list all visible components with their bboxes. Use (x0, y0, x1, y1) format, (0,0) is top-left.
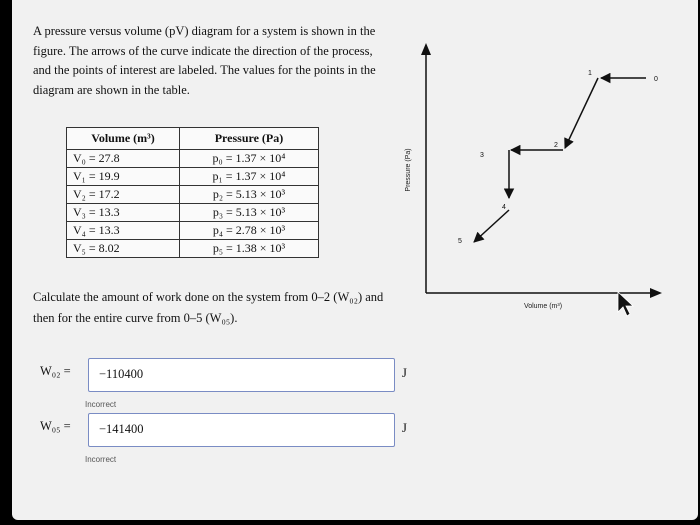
table-row (67, 168, 319, 186)
w02-value: −110400 (99, 367, 144, 381)
volume-header: Volume (m³) (67, 128, 180, 150)
volume-cell: V₅ = 8.02 (67, 240, 180, 258)
pressure-cell: p₄ = 2.78 × 10³ (180, 222, 319, 240)
table-row (67, 186, 319, 204)
point-label-1: 1 (588, 70, 592, 77)
w02-input[interactable] (88, 358, 395, 392)
w02-status: Incorrect (85, 400, 117, 409)
pressure-cell: p₅ = 1.38 × 10³ (180, 240, 319, 258)
table-row (67, 204, 319, 222)
intro-text: A pressure versus volume (pV) diagram for a system is shown in the figure. The arrows of the curve indicate the direction of the process, and the points of interest are labeled. The values for the points in the diagram are shown in the table. (33, 24, 376, 97)
pressure-cell: p₁ = 1.37 × 10⁴ (180, 168, 319, 186)
x-axis-label: Volume (m³) (523, 303, 563, 310)
table-row (67, 222, 319, 240)
values-table (66, 127, 319, 258)
pressure-cell: p₃ = 5.13 × 10³ (180, 204, 319, 222)
point-label-2: 2 (554, 142, 558, 149)
volume-cell: V₂ = 17.2 (67, 186, 180, 204)
table-row (67, 150, 319, 168)
table-row (67, 240, 319, 258)
pressure-cell: p₂ = 5.13 × 10³ (180, 186, 319, 204)
w02-unit: J (402, 366, 407, 380)
question-text: Calculate the amount of work done on the system from 0–2 (W₀₂) and then for the entire curve from 0–5 (W₀₅). (33, 290, 384, 325)
volume-cell: V₃ = 13.3 (67, 204, 180, 222)
table-header-row (67, 128, 319, 150)
pv-diagram (396, 40, 666, 320)
pressure-header: Pressure (Pa) (180, 128, 319, 150)
path-segment-1-2 (565, 78, 598, 148)
pressure-cell: p₀ = 1.37 × 10⁴ (180, 150, 319, 168)
x-axis-arrow-icon (650, 288, 662, 298)
point-label-0: 0 (654, 76, 658, 83)
point-label-4: 4 (502, 204, 506, 211)
w05-input[interactable] (88, 413, 395, 447)
y-axis-arrow-icon (421, 43, 431, 55)
volume-cell: V₁ = 19.9 (67, 168, 180, 186)
y-axis-label: Pressure (Pa) (405, 148, 412, 192)
w02-label: W₀₂ = (40, 364, 71, 378)
point-label-5: 5 (458, 238, 462, 245)
point-label-3: 3 (480, 152, 484, 159)
w05-label: W₀₅ = (40, 419, 71, 433)
w05-status: Incorrect (85, 455, 117, 464)
w05-value: −141400 (99, 422, 144, 436)
mouse-cursor-icon (618, 292, 633, 316)
w05-unit: J (402, 421, 407, 435)
volume-cell: V₀ = 27.8 (67, 150, 180, 168)
path-segment-4-5 (474, 210, 509, 242)
volume-cell: V₄ = 13.3 (67, 222, 180, 240)
